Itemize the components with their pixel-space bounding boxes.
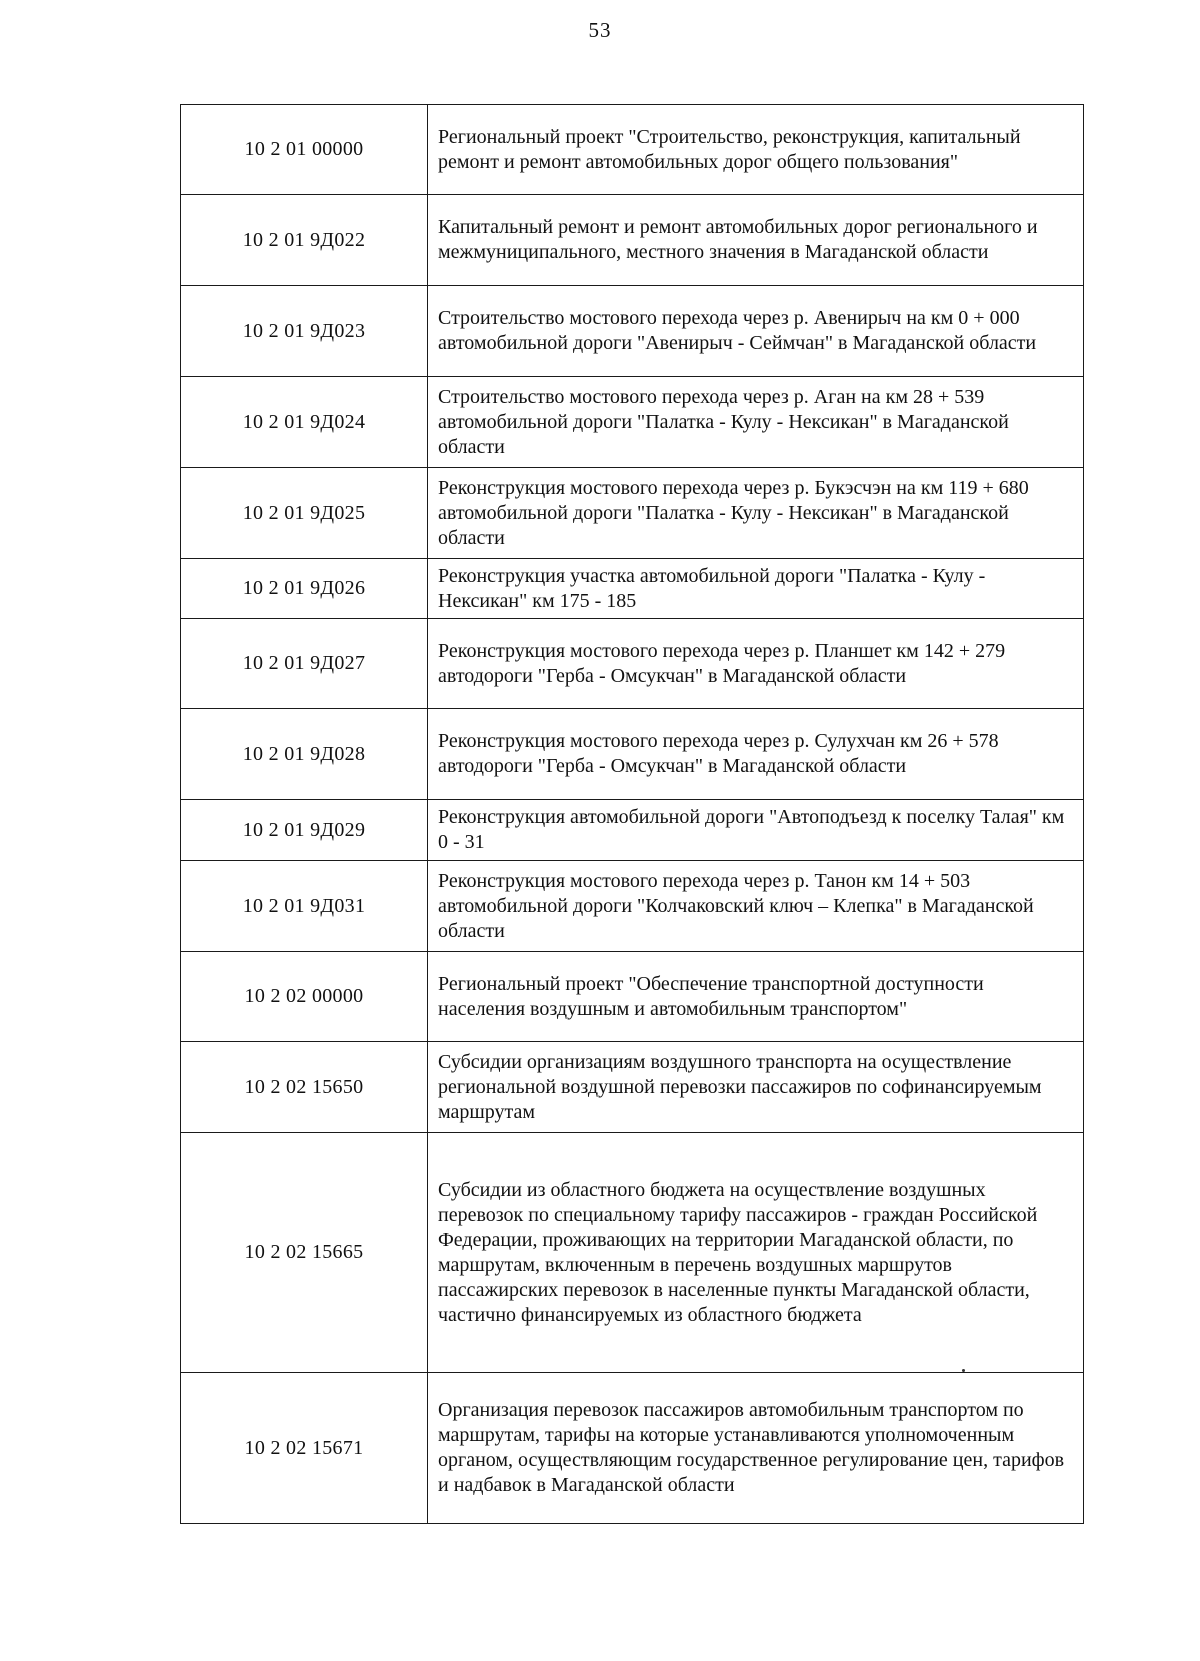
row-code: 10 2 01 9Д029 <box>181 800 428 861</box>
table-row <box>181 286 1084 377</box>
row-description: Реконструкция мостового перехода через р. Планшет км 142 + 279 автодороги "Герба - Омсукчан" в Магаданской области <box>428 619 1084 709</box>
table-row <box>181 468 1084 559</box>
row-code: 10 2 01 9Д025 <box>181 468 428 559</box>
table-row <box>181 952 1084 1042</box>
table-row <box>181 377 1084 468</box>
row-description: Региональный проект "Строительство, реконструкция, капитальный ремонт и ремонт автомобильных дорог общего пользования" <box>428 105 1084 195</box>
row-description: Региональный проект "Обеспечение транспортной доступности населения воздушным и автомобильным транспортом" <box>428 952 1084 1042</box>
row-code: 10 2 01 00000 <box>181 105 428 195</box>
row-description: Реконструкция мостового перехода через р. Танон км 14 + 503 автомобильной дороги "Колчаковский ключ – Клепка" в Магаданской области <box>428 861 1084 952</box>
page-number: 53 <box>588 18 612 42</box>
budget-classification-table <box>180 104 1084 1524</box>
row-code: 10 2 01 9Д023 <box>181 286 428 377</box>
row-code: 10 2 01 9Д028 <box>181 709 428 800</box>
row-code: 10 2 02 15671 <box>181 1373 428 1524</box>
row-code: 10 2 01 9Д031 <box>181 861 428 952</box>
table-row <box>181 1133 1084 1373</box>
row-description: Субсидии организациям воздушного транспорта на осуществление региональной воздушной перевозки пассажиров по софинансируемым маршрутам <box>428 1042 1084 1133</box>
row-description: Строительство мостового перехода через р. Аган на км 28 + 539 автомобильной дороги "Палатка - Кулу - Нексикан" в Магаданской области <box>428 377 1084 468</box>
table-row <box>181 1042 1084 1133</box>
row-description: Реконструкция мостового перехода через р. Букэсчэн на км 119 + 680 автомобильной дороги "Палатка - Кулу - Нексикан" в Магаданской области <box>428 468 1084 559</box>
row-code: 10 2 02 00000 <box>181 952 428 1042</box>
row-description: Субсидии из областного бюджета на осуществление воздушных перевозок по специальному тарифу пассажиров - граждан Российской Федерации, проживающих на территории Магаданской области, по маршрутам, включенным в перечень воздушных маршрутов пассажирских перевозок в населенные пункты Магаданской области, частично финансируемых из областного бюджета <box>428 1133 1084 1373</box>
table-row <box>181 861 1084 952</box>
table-row <box>181 619 1084 709</box>
table-row <box>181 105 1084 195</box>
row-code: 10 2 01 9Д026 <box>181 559 428 619</box>
table-row <box>181 709 1084 800</box>
row-code: 10 2 01 9Д027 <box>181 619 428 709</box>
row-description: Капитальный ремонт и ремонт автомобильных дорог регионального и межмуниципального, местного значения в Магаданской области <box>428 195 1084 286</box>
row-code: 10 2 01 9Д024 <box>181 377 428 468</box>
table-row <box>181 559 1084 619</box>
row-description: Реконструкция автомобильной дороги "Автоподъезд к поселку Талая" км 0 - 31 <box>428 800 1084 861</box>
row-description: Организация перевозок пассажиров автомобильным транспортом по маршрутам, тарифы на которые устанавливаются уполномоченным органом, осуществляющим государственное регулирование цен, тарифов и надбавок в Магаданской области <box>428 1373 1084 1524</box>
row-code: 10 2 02 15665 <box>181 1133 428 1373</box>
row-description: Реконструкция участка автомобильной дороги "Палатка - Кулу - Нексикан" км 175 - 185 <box>428 559 1084 619</box>
table-row <box>181 800 1084 861</box>
table-row <box>181 1373 1084 1524</box>
row-description: Строительство мостового перехода через р. Авенирыч на км 0 + 000 автомобильной дороги "Авенирыч - Сеймчан" в Магаданской области <box>428 286 1084 377</box>
row-description: Реконструкция мостового перехода через р. Сулухчан км 26 + 578 автодороги "Герба - Омсукчан" в Магаданской области <box>428 709 1084 800</box>
row-code: 10 2 01 9Д022 <box>181 195 428 286</box>
scan-speck <box>962 1369 965 1372</box>
table-row <box>181 195 1084 286</box>
row-code: 10 2 02 15650 <box>181 1042 428 1133</box>
